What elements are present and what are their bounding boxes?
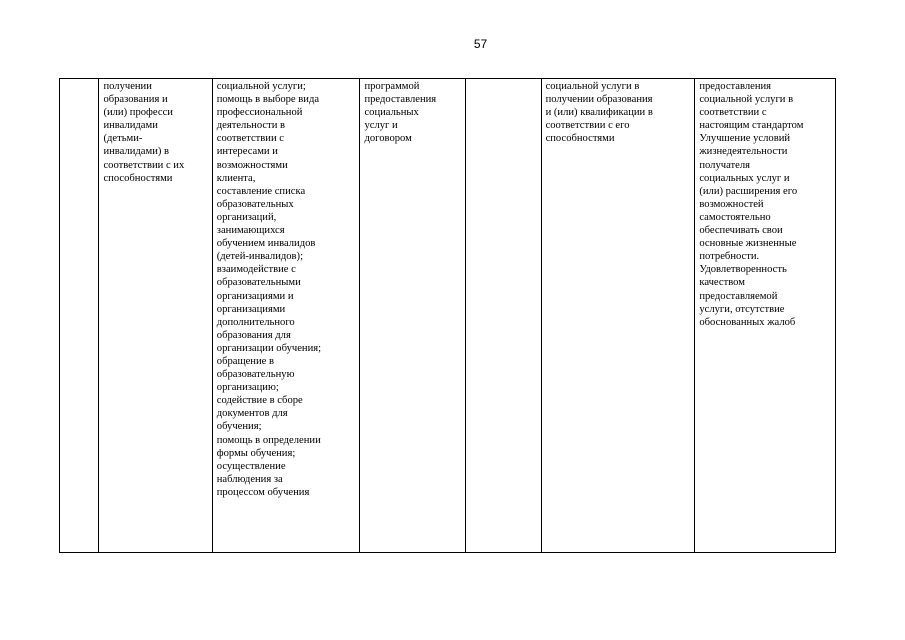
cell-line: социальной услуги в [545, 81, 640, 92]
cell-line: образовательную [216, 369, 295, 381]
cell-line: способностями [545, 133, 615, 145]
table-cell-col-4 [360, 79, 465, 553]
cell-line: содействие в сборе [216, 395, 303, 407]
cell-line: возможностями [216, 159, 288, 171]
cell-line: способностями [103, 172, 173, 184]
table-cell-col-7 [695, 79, 836, 553]
cell-line: получателя [699, 159, 751, 171]
cell-line: соответствии с [699, 107, 767, 119]
cell-line: социальной услуги в [699, 94, 794, 106]
cell-line: социальной услуги; [216, 81, 306, 92]
cell-line: образования и [103, 94, 168, 106]
cell-line: обучением инвалидов [216, 238, 316, 250]
cell-line: профессиональной [216, 107, 303, 119]
cell-line: и (или) квалификации в [545, 107, 653, 119]
cell-line: предоставления [364, 94, 437, 106]
cell-line: осуществление [216, 460, 286, 472]
cell-line: формы обучения; [216, 447, 296, 459]
cell-line: организациями [216, 303, 286, 315]
cell-line: интересами и [216, 146, 278, 158]
cell-line: инвалидами) в [103, 146, 170, 158]
cell-line: процессом обучения [216, 486, 310, 498]
table-cell-col-2 [99, 79, 212, 553]
table-cell-col-5 [465, 79, 541, 553]
cell-line: услуги, отсутствие [699, 303, 785, 315]
cell-line: самостоятельно [699, 211, 771, 223]
cell-line: соответствии с его [545, 120, 630, 132]
cell-line: составление списка [216, 185, 306, 197]
cell-line: обращение в [216, 355, 275, 367]
cell-line: образовательных [216, 198, 294, 210]
cell-line: (детьми- [103, 133, 143, 145]
cell-line: получении [103, 81, 152, 92]
cell-line: обоснованных жалоб [699, 316, 796, 328]
cell-line: занимающихся [216, 225, 285, 237]
table-cell-col-6 [541, 79, 695, 553]
cell-line: организацию; [216, 382, 279, 394]
cell-line: организациями и [216, 290, 294, 302]
cell-line: обеспечивать свои [699, 225, 783, 237]
cell-line: основные жизненные [699, 238, 797, 250]
cell-line: соответствии с [216, 133, 284, 145]
cell-line: деятельности в [216, 120, 286, 132]
cell-line: Улучшение условий [699, 133, 791, 145]
cell-line: клиента, [216, 172, 256, 184]
cell-line: услуг и [364, 120, 398, 132]
table-cell-col-1 [60, 79, 99, 553]
cell-line: дополнительного [216, 316, 295, 328]
cell-line: социальных [364, 107, 419, 119]
cell-line: взаимодействие с [216, 264, 296, 276]
cell-line: социальных услуг и [699, 172, 790, 184]
cell-line: жизнедеятельности [699, 146, 788, 158]
cell-line: настоящим стандартом [699, 120, 804, 132]
cell-line: предоставления [699, 81, 772, 92]
cell-line: возможностей [699, 198, 764, 210]
cell-line: программой [364, 81, 420, 92]
cell-line: организаций, [216, 211, 277, 223]
cell-line: Удовлетворенность [699, 264, 787, 276]
cell-line: потребности. [699, 251, 760, 263]
cell-line: помощь в определении [216, 434, 321, 446]
cell-line: документов для [216, 408, 288, 420]
cell-line: (или) професси [103, 107, 173, 119]
table-cell-col-3 [212, 79, 360, 553]
cell-line: инвалидами [103, 120, 158, 132]
cell-line: помощь в выборе вида [216, 94, 320, 106]
cell-line: договором [364, 133, 412, 145]
cell-line: соответствии с их [103, 159, 185, 171]
cell-line: получении образования [545, 94, 653, 106]
page-number: 57 [473, 37, 488, 51]
cell-line: образования для [216, 329, 291, 341]
cell-line: образовательными [216, 277, 301, 289]
cell-line: предоставляемой [699, 290, 778, 302]
cell-line: организации обучения; [216, 342, 322, 354]
table-row [60, 79, 836, 553]
cell-line: обучения; [216, 421, 262, 433]
cell-line: наблюдения за [216, 473, 283, 485]
cell-line: (или) расширения его [699, 185, 798, 197]
cell-line: (детей-инвалидов); [216, 251, 304, 263]
cell-line: качеством [699, 277, 745, 289]
services-table [59, 78, 836, 553]
